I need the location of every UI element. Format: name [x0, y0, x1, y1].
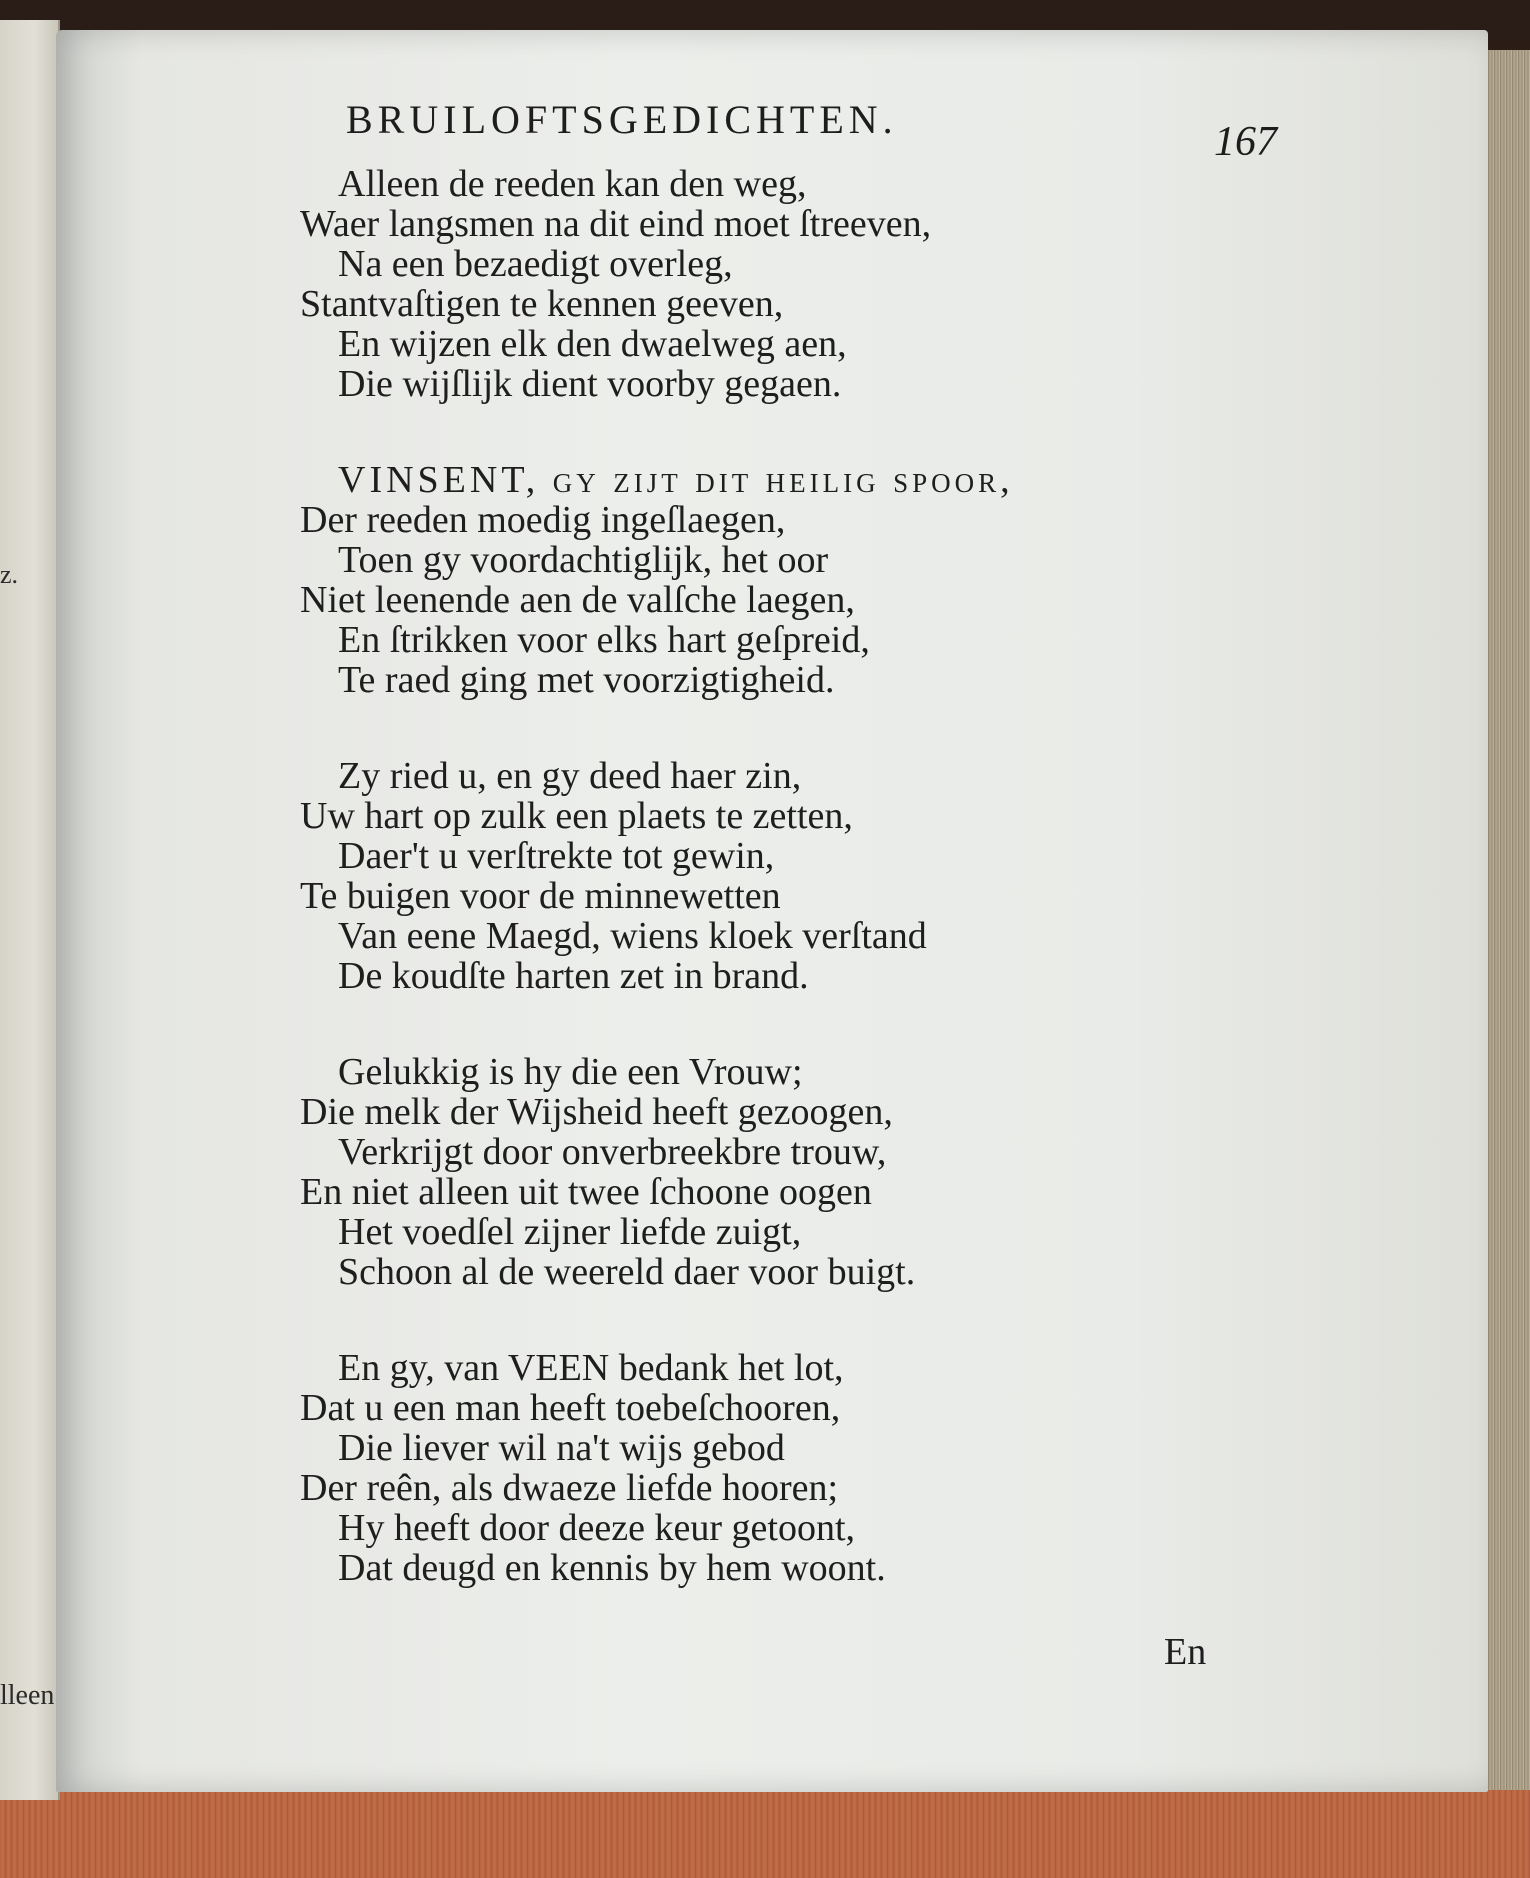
verse-line: Alleen de reeden kan den weg,: [338, 163, 807, 205]
verse-line: En gy, van VEEN bedank het lot,: [338, 1347, 844, 1389]
verse-line: Dat deugd en kennis by hem woont.: [338, 1547, 886, 1589]
verse-line: Na een bezaedigt overleg,: [338, 243, 733, 285]
page-fore-edge: [1486, 50, 1530, 1790]
verse-line: Der reên, als dwaeze liefde hooren;: [300, 1467, 839, 1509]
running-header: BRUILOFTSGEDICHTEN.: [346, 97, 898, 142]
verse-line: Die liever wil na't wijs gebod: [338, 1427, 785, 1469]
verse-line: Der reeden moedig ingeſlaegen,: [300, 499, 786, 541]
verse-line: Schoon al de weereld daer voor buigt.: [338, 1251, 916, 1293]
page-number: 167: [1214, 119, 1277, 165]
verse-line: En ſtrikken voor elks hart geſpreid,: [338, 619, 870, 661]
left-page-fragment-word: lleen: [0, 1680, 55, 1711]
table-cloth: [0, 1790, 1530, 1878]
verse-line: Stantvaſtigen te kennen geeven,: [300, 283, 784, 325]
left-page-fragment-mark: z.: [0, 560, 19, 589]
verse-line: Gelukkig is hy die een Vrouw;: [338, 1051, 803, 1093]
verse-line: Dat u een man heeft toebeſchooren,: [300, 1387, 841, 1429]
verse-line: Te raed ging met voorzigtigheid.: [338, 659, 835, 701]
verse-line: Die wijſlijk dient voorby gegaen.: [338, 363, 842, 405]
verse-line: Toen gy voordachtiglijk, het oor: [338, 539, 829, 581]
verse-line: Waer langsmen na dit eind moet ſtreeven,: [300, 203, 932, 245]
verse-line: Niet leenende aen de valſche laegen,: [300, 579, 855, 621]
verse-line: Te buigen voor de minnewetten: [300, 875, 781, 917]
verse-line: Uw hart op zulk een plaets te zetten,: [300, 795, 853, 837]
verse-line: En niet alleen uit twee ſchoone oogen: [300, 1171, 872, 1213]
verse-line: Het voedſel zijner liefde zuigt,: [338, 1211, 802, 1253]
verse-line: VINSENT, gy zijt dit heilig ſpoor,: [338, 459, 1014, 501]
verse-line: Hy heeft door deeze keur getoont,: [338, 1507, 856, 1549]
verse-line: Zy ried u, en gy deed haer zin,: [338, 755, 802, 797]
verse-line: En wijzen elk den dwaelweg aen,: [338, 323, 847, 365]
verse-line: Daer't u verſtrekte tot gewin,: [338, 835, 775, 877]
verse-line: Die melk der Wijsheid heeft gezoogen,: [300, 1091, 893, 1133]
left-page-edge: [0, 20, 60, 1800]
verse-line: Van eene Maegd, wiens kloek verſtand: [338, 915, 927, 957]
verse-line: Verkrijgt door onverbreekbre trouw,: [338, 1131, 887, 1173]
catchword: En: [1164, 1631, 1207, 1673]
verse-line: De koudſte harten zet in brand.: [338, 955, 809, 997]
book-page: [56, 30, 1488, 1792]
